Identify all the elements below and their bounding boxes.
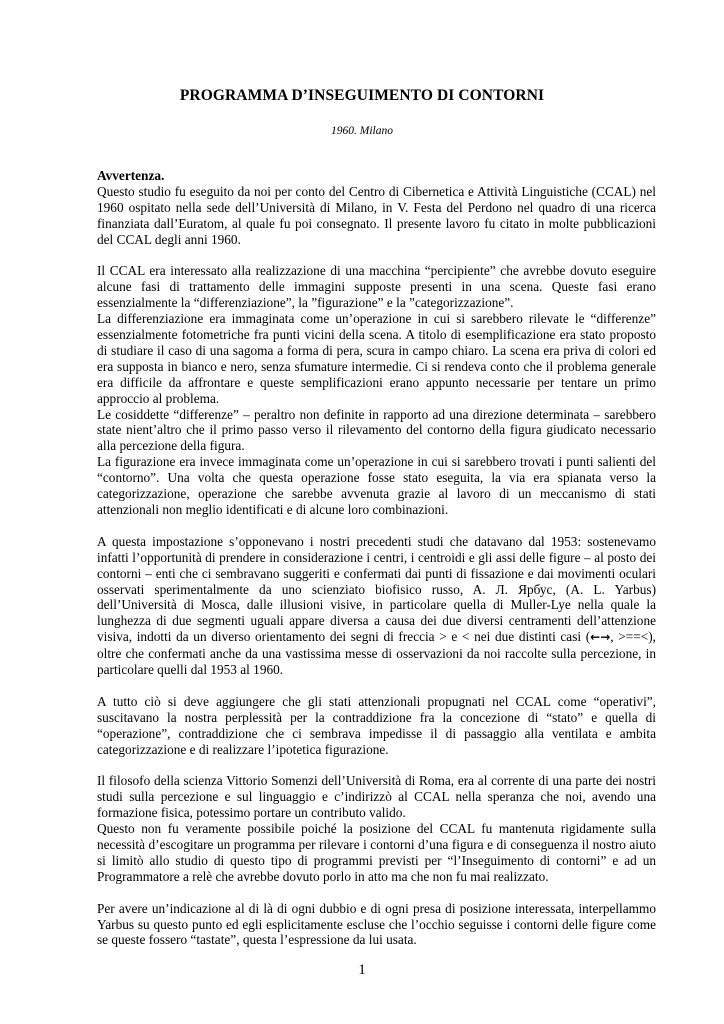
- paragraph-gap: [97, 678, 656, 694]
- paragraph-gap: [97, 518, 656, 534]
- paragraph-stati-attenzionali: A tutto ciò si deve aggiungere che gli stati attenzionali propugnati nel CCAL come “operativi”, suscitavano la nostra perplessità per la contraddizione fra la concezione di “stato” e quella di “operazione”, contraddizione che ci sembrava impedisse il di passaggio alla ventilata e ambita categorizzazione e di realizzare l’ipotetica figurazione.: [97, 693, 656, 757]
- paragraph-impostazione: [97, 534, 656, 678]
- paragraph-gap: [97, 248, 656, 264]
- paragraph-gap: [97, 757, 656, 773]
- document-body: [97, 168, 656, 948]
- paragraph-ccal-interest: Il CCAL era interessato alla realizzazione di una macchina “percipiente” che avrebbe dovuto eseguire alcune fasi di trattamento delle immagini supposte presenti in una scena. Queste fasi erano essenzialmente la “differenziazione”, la ”figurazione” e la ”categorizzazione”.: [97, 263, 656, 311]
- page-number: 1: [358, 962, 366, 978]
- paragraph-yarbus: Per avere un’indicazione al di là di ogni dubbio e di ogni presa di posizione interessata, interpellammo Yarbus su questo punto ed egli esplicitamente escluse che l’occhio seguisse i contorni delle figure come se queste fossero “tastate”, questa l’espressione da lui usata.: [97, 900, 656, 948]
- paragraph-figurazione: La figurazione era invece immaginata come un’operazione in cui si sarebbero trovati i punti salienti del “contorno”. Una volta che questa operazione fosse stato eseguita, la via era spianata verso la categorizzazione, operazione che sarebbe avvenuta grazie al lavoro di un meccanismo di stati attenzionali non meglio identificati e di alcune loro combinazioni.: [97, 454, 656, 518]
- paragraph-gap: [97, 885, 656, 901]
- paragraph-impostazione-text-b: , >==<), oltre che confermati anche da una vastissima messe di osservazioni da noi raccolte sulla percezione, in particolare quelli dal 1953 al 1960.: [97, 629, 656, 678]
- paragraph-differenze: Le cosiddette “differenze” – peraltro non definite in rapporto ad una direzione determinata – sarebbero state nient’altro che il primo passo verso il rilevamento del contorno della figura giudicato necessario alla percezione della figura.: [97, 406, 656, 454]
- paragraph-impostazione-text-a: A questa impostazione s’opponevano i nostri precedenti studi che datavano dal 1953: sostenevamo infatti l’opportunità di prendere in considerazione i centri, i centroidi e gli assi delle figure – al posto dei contorni – enti che ci sembravano suggeriti e confermati dai punti di fissazione e dai movimenti oculari osservati sperimentalmente da uno scienziato biofisico russo, A. Л. Ярбус, (A. L. Yarbus) dell’Università di Mosca, dalle illusioni visive, in particolare quella di Muller-Lye nella quale la lunghezza di due segmenti uguali appare diversa a causa dei due diversi centramenti dell’attenzione visiva, indotti da un diverso orientamento dei segni di freccia > e < nei due distinti casi (: [97, 533, 656, 645]
- paragraph-somenzi: Il filosofo della scienza Vittorio Somenzi dell’Università di Roma, era al corrente di una parte dei nostri studi sulla percezione e sul linguaggio e c’indirizzò al CCAL nella speranza che noi, avendo una formazione fisica, potessimo portare un contributo valido.: [97, 773, 656, 821]
- left-right-arrows-icon: ←→: [590, 630, 611, 645]
- paragraph-differenziazione: La differenziazione era immaginata come un’operazione in cui si sarebbero rilevate le “differenze” essenzialmente fotometriche fra punti vicini della scena. A titolo di esemplificazione era stato proposto di studiare il caso di una sagoma a forma di pera, scura in campo chiaro. La scena era priva di colori ed era supposta in bianco e nero, senza sfumature intermedie. Ci si rendeva conto che il problema generale era difficile da affrontare e queste semplificazioni erano appunto necessarie per tentare un primo approccio al problema.: [97, 311, 656, 406]
- document-title: PROGRAMMA D’INSEGUIMENTO DI CONTORNI: [179, 87, 545, 104]
- document-subtitle: 1960. Milano: [331, 125, 393, 137]
- paragraph-intro: Questo studio fu eseguito da noi per conto del Centro di Cibernetica e Attività Linguistiche (CCAL) nel 1960 ospitato nella sede dell’Università di Milano, in V. Festa del Perdono nel quadro di una ricerca finanziata dall’Euratom, al quale fu poi consegnato. Il presente lavoro fu citato in molte pubblicazioni del CCAL degli anni 1960.: [97, 183, 656, 247]
- paragraph-programma: Questo non fu veramente possibile poiché la posizione del CCAL fu mantenuta rigidamente sulla necessità d’escogitare un programma per rilevare i contorni d’una figura e di conseguenza il nostro aiuto si limitò allo studio di questo tipo di programmi previsti per “l’Inseguimento di contorni” e ad un Programmatore a relè che avrebbe dovuto porlo in atto ma che non fu mai realizzato.: [97, 821, 656, 884]
- section-heading: Avvertenza.: [97, 168, 165, 183]
